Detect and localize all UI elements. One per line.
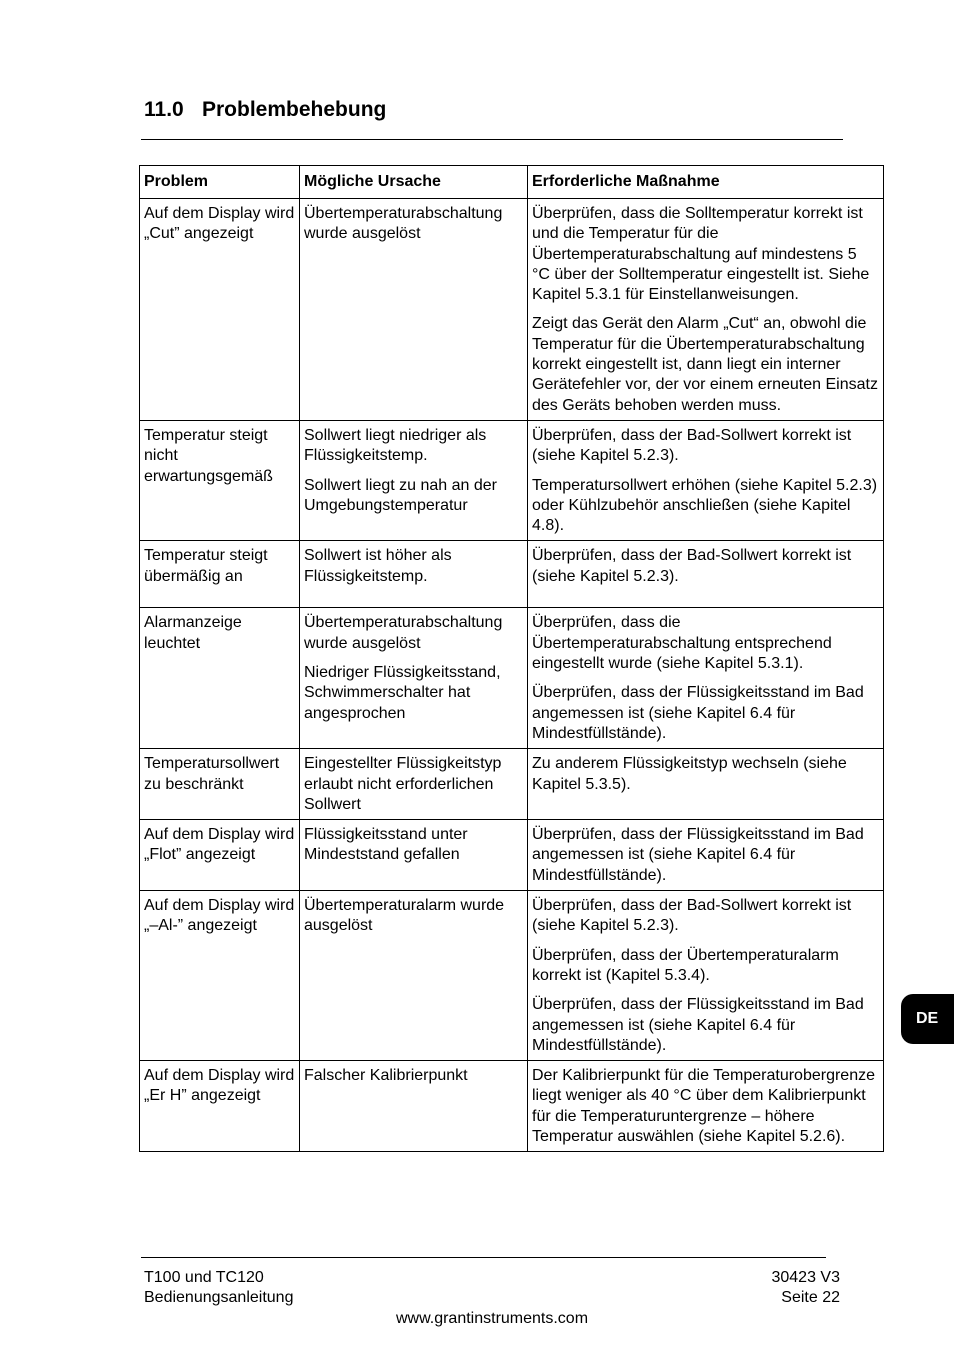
action-cell [528, 608, 884, 749]
table-row [140, 1061, 884, 1152]
table-row [140, 541, 884, 608]
problem-cell: Temperatur steigt nicht erwartungsgemäß [140, 420, 300, 540]
cause-text: Übertemperaturabschaltung wurde ausgelöst [304, 614, 503, 652]
action-text: Überprüfen, dass der Bad-Sollwert korrekt ist (siehe Kapitel 5.2.3). [532, 547, 852, 585]
cause-cell [300, 749, 528, 820]
cause-cell [300, 541, 528, 608]
problem-cell: Alarmanzeige leuchtet [140, 608, 300, 749]
section-heading [144, 98, 386, 122]
table-row [140, 199, 884, 421]
action-text: Überprüfen, dass die Übertemperaturabschaltung entsprechend eingestellt wurde (siehe Kapitel 5.3.1). [532, 614, 832, 673]
column-header-problem: Problem [140, 166, 300, 199]
troubleshooting-table [139, 165, 884, 1152]
problem-cell: Auf dem Display wird „Er H” angezeigt [140, 1061, 300, 1152]
footer-website: www.grantinstruments.com [395, 1310, 589, 1327]
action-text: Überprüfen, dass der Bad-Sollwert korrekt ist (siehe Kapitel 5.2.3). [532, 897, 852, 935]
action-text: Zeigt das Gerät den Alarm „Cut“ an, obwohl die Temperatur für die Übertemperaturabschaltung korrekt eingestellt ist, dann liegt ein interner Gerätefehler vor, der vor einem erneuten Einsatz des Geräts behoben werden muss. [532, 315, 878, 414]
cause-cell [300, 199, 528, 421]
table-row [140, 891, 884, 1061]
action-text: Überprüfen, dass die Solltemperatur korrekt ist und die Temperatur für die Übertemperaturabschaltung auf mindestens 5 °C über der Solltemperatur eingestellt ist. Siehe Kapitel 5.3.1 für Einstellanweisungen. [532, 205, 870, 304]
cause-text: Übertemperaturabschaltung wurde ausgelöst [304, 205, 503, 243]
action-cell [528, 1061, 884, 1152]
action-text: Überprüfen, dass der Flüssigkeitsstand im Bad angemessen ist (siehe Kapitel 6.4 für Mindestfüllstände). [532, 996, 864, 1054]
column-header-cause: Mögliche Ursache [300, 166, 528, 199]
action-text: Überprüfen, dass der Übertemperaturalarm korrekt ist (Kapitel 5.3.4). [532, 946, 839, 984]
footer-right [771, 1268, 840, 1308]
action-cell [528, 199, 884, 421]
action-cell [528, 749, 884, 820]
cause-text: Niedriger Flüssigkeitsstand, Schwimmerschalter hat angesprochen [304, 664, 501, 722]
action-cell [528, 820, 884, 891]
header-rule [141, 139, 843, 140]
cause-text: Sollwert liegt niedriger als Flüssigkeitstemp. [304, 426, 487, 465]
footer-doc-number: 30423 V3 [771, 1269, 840, 1286]
section-title: Problembehebung [202, 98, 387, 121]
footer-doc-type: Bedienungsanleitung [144, 1289, 294, 1306]
footer-page-number: Seite 22 [781, 1289, 840, 1306]
table-row [140, 420, 884, 540]
cause-text: Eingestellter Flüssigkeitstyp erlaubt nicht erforderlichen Sollwert [304, 755, 502, 813]
column-header-action: Erforderliche Maßnahme [528, 166, 884, 199]
problem-cell: Auf dem Display wird „–Al-” angezeigt [140, 891, 300, 1061]
problem-cell: Auf dem Display wird „Cut” angezeigt [140, 199, 300, 421]
cause-text: Sollwert liegt zu nah an der Umgebungstemperatur [304, 476, 497, 514]
action-text: Temperatursollwert erhöhen (siehe Kapitel 5.2.3) oder Kühlzubehör anschließen (siehe Kapitel 4.8). [532, 476, 878, 535]
action-text: Überprüfen, dass der Bad-Sollwert korrekt ist (siehe Kapitel 5.2.3). [532, 426, 852, 465]
table-row [140, 608, 884, 749]
action-text: Überprüfen, dass der Flüssigkeitsstand im Bad angemessen ist (siehe Kapitel 6.4 für Mindestfüllstände). [532, 826, 864, 884]
language-tab-label: DE [916, 1010, 939, 1027]
table-row [140, 749, 884, 820]
footer-product: T100 und TC120 [144, 1269, 264, 1286]
problem-cell: Auf dem Display wird „Flot” angezeigt [140, 820, 300, 891]
cause-cell [300, 1061, 528, 1152]
cause-cell [300, 820, 528, 891]
problem-cell: Temperatur steigt übermäßig an [140, 541, 300, 608]
cause-cell [300, 891, 528, 1061]
cause-text: Sollwert ist höher als Flüssigkeitstemp. [304, 547, 452, 585]
action-cell [528, 420, 884, 540]
action-text: Zu anderem Flüssigkeitstyp wechseln (siehe Kapitel 5.3.5). [532, 755, 847, 793]
table-row [140, 820, 884, 891]
section-number: 11.0 [144, 98, 184, 121]
action-text: Überprüfen, dass der Flüssigkeitsstand im Bad angemessen ist (siehe Kapitel 6.4 für Mindestfüllstände). [532, 684, 864, 742]
table-header-row [140, 166, 884, 199]
cause-text: Falscher Kalibrierpunkt [304, 1067, 468, 1085]
cause-cell [300, 420, 528, 540]
footer-rule [141, 1257, 826, 1258]
problem-cell: Temperatursollwert zu beschränkt [140, 749, 300, 820]
cause-cell [300, 608, 528, 749]
action-text: Der Kalibrierpunkt für die Temperaturobergrenze liegt weniger als 40 °C über dem Kalibrierpunkt für die Temperaturuntergrenze – höhere Temperatur auswählen (siehe Kapitel 5.2.6). [532, 1067, 875, 1145]
footer-left [144, 1268, 293, 1308]
cause-text: Übertemperaturalarm wurde ausgelöst [304, 897, 505, 935]
cause-text: Flüssigkeitsstand unter Mindeststand gefallen [304, 826, 468, 864]
action-cell [528, 541, 884, 608]
language-tab [901, 994, 954, 1044]
action-cell [528, 891, 884, 1061]
